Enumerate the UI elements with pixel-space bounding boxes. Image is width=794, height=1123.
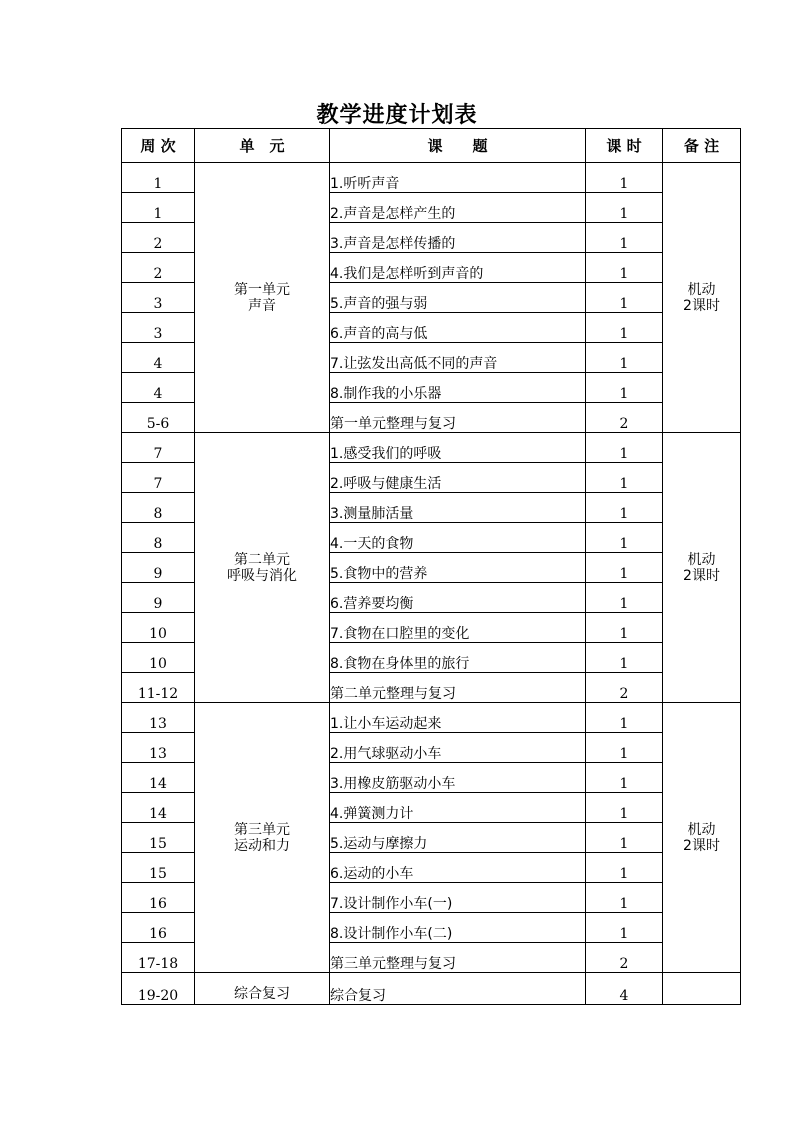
unit-number: 第一单元 (234, 281, 290, 298)
note-cell (663, 163, 741, 433)
topic-cell: 3.测量肺活量 (330, 493, 586, 523)
topic-cell: 第一单元整理与复习 (330, 403, 586, 433)
week-cell: 16 (122, 883, 195, 913)
hours-cell: 1 (586, 823, 663, 853)
topic-cell: 4.弹簧测力计 (330, 793, 586, 823)
header-note: 备 注 (663, 129, 741, 163)
week-cell: 13 (122, 703, 195, 733)
hours-cell: 1 (586, 163, 663, 193)
topic-cell: 3.声音是怎样传播的 (330, 223, 586, 253)
week-cell: 1 (122, 193, 195, 223)
week-cell: 7 (122, 463, 195, 493)
week-cell: 9 (122, 553, 195, 583)
week-cell: 10 (122, 613, 195, 643)
hours-cell: 2 (586, 673, 663, 703)
topic-cell: 8.设计制作小车(二) (330, 913, 586, 943)
topic-cell: 第二单元整理与复习 (330, 673, 586, 703)
note-cell (663, 703, 741, 973)
hours-cell: 1 (586, 313, 663, 343)
topic-cell: 8.制作我的小乐器 (330, 373, 586, 403)
topic-cell: 6.营养要均衡 (330, 583, 586, 613)
unit-number: 第三单元 (234, 821, 290, 838)
header-week: 周 次 (122, 129, 195, 163)
unit-name: 运动和力 (234, 837, 290, 854)
unit-cell: 综合复习 (195, 973, 330, 1005)
note-flex: 机动 (687, 821, 716, 838)
note-cell (663, 973, 741, 1005)
review-row (122, 973, 741, 1005)
note-cell (663, 433, 741, 703)
week-cell: 2 (122, 253, 195, 283)
week-cell: 1 (122, 163, 195, 193)
hours-cell: 1 (586, 853, 663, 883)
table-row (122, 703, 741, 733)
week-cell: 3 (122, 313, 195, 343)
week-cell: 5-6 (122, 403, 195, 433)
hours-cell: 1 (586, 433, 663, 463)
week-cell: 4 (122, 343, 195, 373)
header-row (122, 129, 741, 163)
week-cell: 17-18 (122, 943, 195, 973)
hours-cell: 1 (586, 913, 663, 943)
week-cell: 8 (122, 523, 195, 553)
unit-cell (195, 703, 330, 973)
week-cell: 16 (122, 913, 195, 943)
note-hours: 2课时 (683, 297, 720, 314)
topic-cell: 8.食物在身体里的旅行 (330, 643, 586, 673)
week-cell: 2 (122, 223, 195, 253)
topic-cell: 6.运动的小车 (330, 853, 586, 883)
topic-cell: 5.食物中的营养 (330, 553, 586, 583)
hours-cell: 1 (586, 223, 663, 253)
hours-cell: 1 (586, 643, 663, 673)
page-title: 教学进度计划表 (316, 102, 478, 128)
hours-cell: 1 (586, 523, 663, 553)
hours-cell: 1 (586, 193, 663, 223)
hours-cell: 1 (586, 373, 663, 403)
hours-cell: 1 (586, 883, 663, 913)
hours-cell: 1 (586, 283, 663, 313)
unit-name: 声音 (248, 297, 276, 314)
topic-cell: 综合复习 (330, 973, 586, 1005)
topic-cell: 4.一天的食物 (330, 523, 586, 553)
header-hours: 课 时 (586, 129, 663, 163)
hours-cell: 1 (586, 763, 663, 793)
table-row (122, 433, 741, 463)
header-topic: 课 题 (330, 129, 586, 163)
unit-cell (195, 163, 330, 433)
schedule-table (121, 128, 741, 1005)
topic-cell: 2.用气球驱动小车 (330, 733, 586, 763)
topic-cell: 第三单元整理与复习 (330, 943, 586, 973)
topic-cell: 2.声音是怎样产生的 (330, 193, 586, 223)
topic-cell: 7.让弦发出高低不同的声音 (330, 343, 586, 373)
hours-cell: 2 (586, 403, 663, 433)
topic-cell: 5.运动与摩擦力 (330, 823, 586, 853)
week-cell: 8 (122, 493, 195, 523)
week-cell: 15 (122, 853, 195, 883)
note-flex: 机动 (687, 551, 716, 568)
week-cell: 9 (122, 583, 195, 613)
topic-cell: 5.声音的强与弱 (330, 283, 586, 313)
week-cell: 4 (122, 373, 195, 403)
hours-cell: 1 (586, 463, 663, 493)
topic-cell: 7.食物在口腔里的变化 (330, 613, 586, 643)
hours-cell: 1 (586, 733, 663, 763)
topic-cell: 6.声音的高与低 (330, 313, 586, 343)
topic-cell: 4.我们是怎样听到声音的 (330, 253, 586, 283)
topic-cell: 2.呼吸与健康生活 (330, 463, 586, 493)
week-cell: 10 (122, 643, 195, 673)
note-hours: 2课时 (683, 837, 720, 854)
unit-name: 呼吸与消化 (227, 567, 297, 584)
hours-cell: 1 (586, 553, 663, 583)
header-unit: 单 元 (195, 129, 330, 163)
hours-cell: 1 (586, 703, 663, 733)
schedule-body (122, 163, 741, 1005)
hours-cell: 1 (586, 583, 663, 613)
hours-cell: 1 (586, 253, 663, 283)
hours-cell: 1 (586, 793, 663, 823)
unit-cell (195, 433, 330, 703)
week-cell: 11-12 (122, 673, 195, 703)
hours-cell: 4 (586, 973, 663, 1005)
table-row (122, 163, 741, 193)
topic-cell: 1.感受我们的呼吸 (330, 433, 586, 463)
week-cell: 15 (122, 823, 195, 853)
hours-cell: 1 (586, 493, 663, 523)
week-cell: 14 (122, 793, 195, 823)
hours-cell: 1 (586, 613, 663, 643)
hours-cell: 2 (586, 943, 663, 973)
topic-cell: 1.听听声音 (330, 163, 586, 193)
week-cell: 19-20 (122, 973, 195, 1005)
week-cell: 14 (122, 763, 195, 793)
note-flex: 机动 (687, 281, 716, 298)
note-hours: 2课时 (683, 567, 720, 584)
week-cell: 13 (122, 733, 195, 763)
topic-cell: 7.设计制作小车(一) (330, 883, 586, 913)
hours-cell: 1 (586, 343, 663, 373)
unit-number: 第二单元 (234, 551, 290, 568)
topic-cell: 1.让小车运动起来 (330, 703, 586, 733)
week-cell: 7 (122, 433, 195, 463)
topic-cell: 3.用橡皮筋驱动小车 (330, 763, 586, 793)
week-cell: 3 (122, 283, 195, 313)
